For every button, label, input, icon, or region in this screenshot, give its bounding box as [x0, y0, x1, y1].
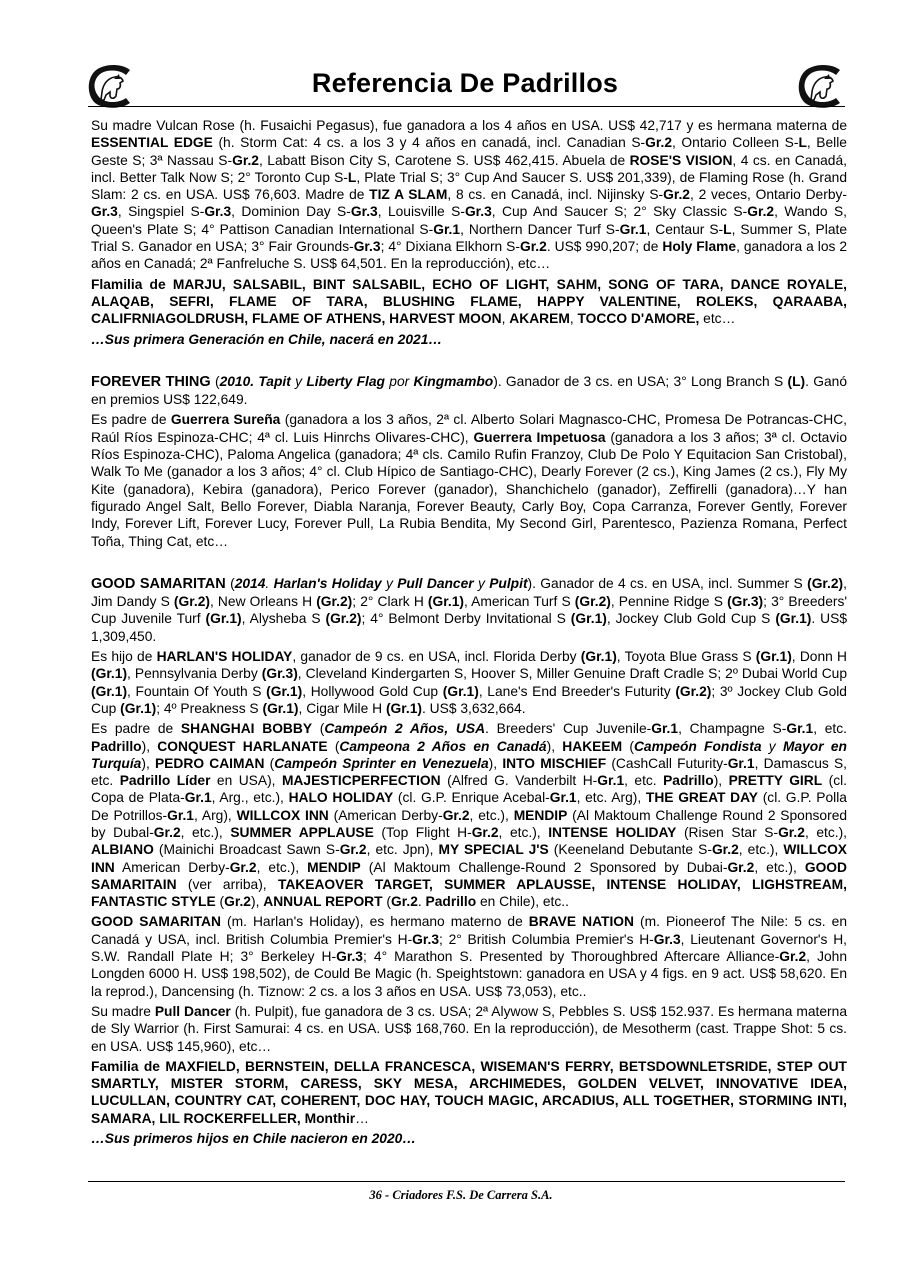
- page-title: Referencia De Padrillos: [311, 68, 619, 98]
- s3-heading-paragraph: GOOD SAMARITAN (2014. Harlan's Holiday y Pull Dancer y Pulpit). Ganador de 4 cs. en USA, incl. Summer S (Gr.2), Jim Dandy S (Gr.2), New Orleans H (Gr.2); 2° Clark H (Gr.1), American Turf S (Gr.2), Pennine Ridge S (Gr.3); 3° Breeders' Cup Juvenile Turf (Gr.1), Alysheba S (Gr.2); 4° Belmont Derby Invitational S (Gr.1), Jockey Club Gold Cup S (Gr.1). US$ 1,309,450.: [91, 575, 847, 644]
- document-body: [91, 117, 847, 1150]
- stud-logo-right-icon: [796, 62, 848, 110]
- s1-dam-paragraph: Su madre Vulcan Rose (h. Fusaichi Pegasus), fue ganadora a los 4 años en USA. US$ 42,717 y es hermana materna de ESSENTIAL EDGE (h. Storm Cat: 4 cs. a los 3 y 4 años en canadá, incl. Canadian S-Gr.2, Ontario Colleen S-L, Belle Geste S; 3ª Nassau S-Gr.2, Labatt Bison City S, Carotene S. US$ 462,415. Abuela de ROSE'S VISION, 4 cs. en Canadá, incl. Better Talk Now S; 2° Toronto Cup S-L, Plate Trial S; 3° Cup And Saucer S. US$ 201,339), de Flaming Rose (h. Grand Slam: 2 cs. en USA. US$ 76,603. Madre de TIZ A SLAM, 8 cs. en Canadá, incl. Nijinsky S-Gr.2, 2 veces, Ontario Derby-Gr.3, Singspiel S-Gr.3, Dominion Day S-Gr.3, Louisville S-Gr.3, Cup And Saucer S; 2° Sky Classic S-Gr.2, Wando S, Queen's Plate S; 4° Pattison Canadian International S-Gr.1, Northern Dancer Turf S-Gr.1, Centaur S-L, Summer S, Plate Trial S. Ganador en USA; 3° Fair Grounds-Gr.3; 4° Dixiana Elkhorn S-Gr.2. US$ 990,207; de Holy Flame, ganadora a los 2 años en Canadá; 2ª Fanfreluche S. US$ 64,501. En la reproducción), etc…: [91, 118, 848, 272]
- footer-divider: [88, 1181, 845, 1182]
- s2-offspring-paragraph: Es padre de Guerrera Sureña (ganadora a los 3 años, 2ª cl. Alberto Solari Magnasco-CHC, Promesa De Potrancas-CHC, Raúl Ríos Espinoza-CHC; 4ª cl. Luis Hinrchs Olivares-CHC), Guerrera Impetuosa (ganadora a los 3 años; 3ª cl. Octavio Ríos Espinoza-CHC), Paloma Angelica (ganadora; 4ª cls. Camilo Rufin Franzoy, Club De Polo Y Equitacion San Cristobal), Walk To Me (ganador a los 3 años; 4° cl. Club Hípico de Santiago-CHC), Dearly Forever (2 cs.), King James (2 cs.), Fly My Kite (ganadora), Kebira (ganadora), Perico Forever (ganador), Shanchichelo (ganador), Zeffirelli (ganadora)…Y han figurado Angel Salt, Bello Forever, Diabla Naranja, Forever Beauty, Carly Boy, Copa Carranza, Forever Gently, Forever Indy, Forever Lift, Forever Lucy, Forever Pull, La Rubia Bendita, My Second Girl, Parentesco, Pazienza Romana, Perfect Toña, Thing Cat, etc…: [91, 412, 848, 549]
- s3-brother-paragraph: GOOD SAMARITAN (m. Harlan's Holiday), es hermano materno de BRAVE NATION (m. Pioneerof The Nile: 5 cs. en Canadá y USA, incl. British Columbia Premier's H-Gr.3; 2° British Columbia Premier's H-Gr.3, Lieutenant Governor's H, S.W. Randall Plate H; 3° Berkeley H-Gr.3; 4° Marathon S. Presented by Thoroughbred Aftercare Alliance-Gr.2, John Longden 6000 H. US$ 198,502), de Could Be Magic (h. Speightstown: ganadora en USA y 4 figs. en 9 act. US$ 58,620. En la reprod.), Dancensing (h. Tiznow: 2 cs. a los 3 años en USA. US$ 73,053), etc..: [91, 914, 847, 999]
- sire-name-forever-thing: FOREVER THING: [91, 373, 211, 390]
- s1-note: …Sus primera Generación en Chile, nacerá en 2021…: [91, 331, 443, 347]
- s1-family-paragraph: Flamilia de MARJU, SALSABIL, BINT SALSABIL, ECHO OF LIGHT, SAHM, SONG OF TARA, DANCE ROYALE, ALAQAB, SEFRI, FLAME OF TARA, BLUSHING FLAME, HAPPY VALENTINE, ROLEKS, QARAABA, CALIFRNIAGOLDRUSH, FLAME OF ATHENS, HARVEST MOON, AKAREM, TOCCO D'AMORE, etc…: [91, 276, 847, 327]
- sire-name-good-samaritan: GOOD SAMARITAN: [91, 575, 226, 592]
- s3-sire-paragraph: Es hijo de HARLAN'S HOLIDAY, ganador de 9 cs. en USA, incl. Florida Derby (Gr.1), Toyota Blue Grass S (Gr.1), Donn H (Gr.1), Pennsylvania Derby (Gr.3), Cleveland Kindergarten S, Hoover S, Miller Genuine Draft Cradle S; 2º Dubai World Cup (Gr.1), Fountain Of Youth S (Gr.1), Hollywood Gold Cup (Gr.1), Lane's End Breeder's Futurity (Gr.2); 3º Jockey Club Gold Cup (Gr.1); 4º Preakness S (Gr.1), Cigar Mile H (Gr.1). US$ 3,632,664.: [91, 649, 848, 716]
- s3-offspring-paragraph: Es padre de SHANGHAI BOBBY (Campeón 2 Años, USA. Breeders' Cup Juvenile-Gr.1, Champagne S-Gr.1, etc. Padrillo), CONQUEST HARLANATE (Campeona 2 Años en Canadá), HAKEEM (Campeón Fondista y Mayor en Turquía), PEDRO CAIMAN (Campeón Sprinter en Venezuela), INTO MISCHIEF (CashCall Futurity-Gr.1, Damascus S, etc. Padrillo Líder en USA), MAJESTICPERFECTION (Alfred G. Vanderbilt H-Gr.1, etc. Padrillo), PRETTY GIRL (cl. Copa de Plata-Gr.1, Arg., etc.), HALO HOLIDAY (cl. G.P. Enrique Acebal-Gr.1, etc. Arg), THE GREAT DAY (cl. G.P. Polla De Potrillos-Gr.1, Arg), WILLCOX INN (American Derby-Gr.2, etc.), MENDIP (Al Maktoum Challenge Round 2 Sponsored by Dubal-Gr.2, etc.), SUMMER APPLAUSE (Top Flight H-Gr.2, etc.), INTENSE HOLIDAY (Risen Star S-Gr.2, etc.), ALBIANO (Mainichi Broadcast Sawn S-Gr.2, etc. Jpn), MY SPECIAL J'S (Keeneland Debutante S-Gr.2, etc.), WILLCOX INN American Derby-Gr.2, etc.), MENDIP (Al Maktoum Challenge-Round 2 Sponsored by Dubai-Gr.2, etc.), GOOD SAMARITAIN (ver arriba), TAKEAOVER TARGET, SUMMER APLAUSSE, INTENSE HOLIDAY, LIGHSTREAM, FANTASTIC STYLE (Gr.2), ANNUAL REPORT (Gr.2. Padrillo en Chile), etc..: [91, 721, 848, 910]
- stud-logo-left-icon: [86, 62, 138, 110]
- s3-dam-paragraph: Su madre Pull Dancer (h. Pulpit), fue ganadora de 3 cs. USA; 2ª Alywow S, Pebbles S. US$ 152.937. Es hermana materna de Sly Warrior (h. First Samurai: 4 cs. en USA. US$ 168,760. En la reproducción), de Mesotherm (cast. Trappe Shot: 5 cs. en USA. US$ 145,960), etc…: [91, 1003, 847, 1054]
- page-footer: 36 - Criadores F.S. De Carrera S.A.: [369, 1188, 553, 1202]
- s2-heading-paragraph: FOREVER THING (2010. Tapit y Liberty Flag por Kingmambo). Ganador de 3 cs. en USA; 3° Long Branch S (L). Ganó en premios US$ 122,649.: [91, 373, 847, 408]
- s3-note: …Sus primeros hijos en Chile nacieron en 2020…: [91, 1131, 417, 1147]
- s3-family-paragraph: Familia de MAXFIELD, BERNSTEIN, DELLA FRANCESCA, WISEMAN'S FERRY, BETSDOWNLETSRIDE, STEP OUT SMARTLY, MISTER STORM, CARESS, SKY MESA, ARCHIMEDES, GOLDEN VELVET, INNOVATIVE IDEA, LUCULLAN, COUNTRY CAT, COHERENT, DOC HAY, TOUCH MAGIC, ARCADIUS, ALL TOGETHER, STORMING INTI, SAMARA, LIL ROCKERFELLER, Monthir…: [91, 1058, 847, 1126]
- header-divider: [88, 106, 845, 107]
